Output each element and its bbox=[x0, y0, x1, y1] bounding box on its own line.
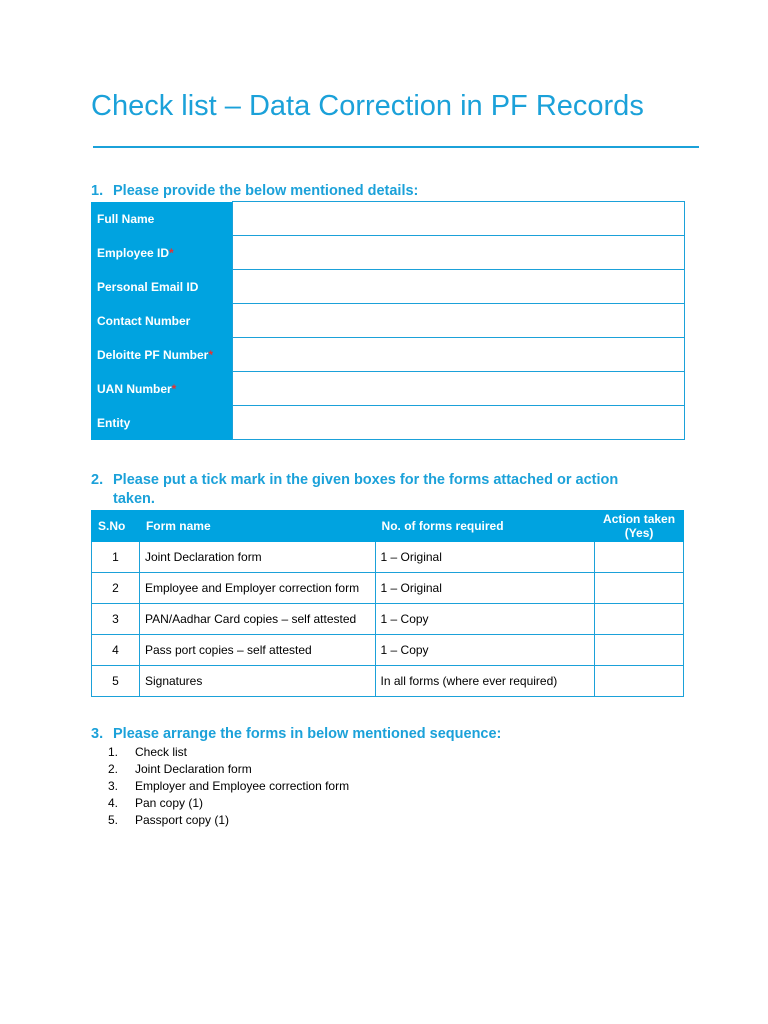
section1-heading bbox=[91, 182, 418, 201]
field-label-text: Contact Number bbox=[97, 313, 191, 328]
field-label bbox=[91, 338, 232, 372]
row-form-name: Employee and Employer correction form bbox=[139, 573, 375, 604]
list-item-text: Passport copy (1) bbox=[135, 813, 230, 827]
forms-table-header bbox=[92, 511, 684, 542]
section2-heading-line2: taken. bbox=[113, 491, 155, 507]
list-item-number: 4. bbox=[108, 796, 119, 810]
row-forms-required: 1 – Copy bbox=[375, 635, 595, 666]
sequence-list bbox=[108, 744, 349, 829]
details-row bbox=[91, 304, 685, 338]
field-value-cell[interactable] bbox=[232, 372, 685, 406]
field-label bbox=[91, 406, 232, 440]
table-row bbox=[92, 604, 684, 635]
list-item bbox=[108, 795, 349, 812]
details-row bbox=[91, 270, 685, 304]
list-item bbox=[108, 778, 349, 795]
row-action-taken[interactable] bbox=[595, 542, 684, 573]
required-asterisk: * bbox=[171, 381, 177, 396]
details-row bbox=[91, 372, 685, 406]
field-value-cell[interactable] bbox=[232, 270, 685, 304]
row-action-taken[interactable] bbox=[595, 666, 684, 697]
field-label-text: Full Name bbox=[97, 211, 155, 226]
row-sno: 1 bbox=[92, 542, 140, 573]
required-asterisk: * bbox=[208, 347, 214, 362]
list-item-number: 2. bbox=[108, 762, 119, 776]
section1-number: 1. bbox=[91, 183, 104, 199]
row-sno: 2 bbox=[92, 573, 140, 604]
row-form-name: Signatures bbox=[139, 666, 375, 697]
details-row bbox=[91, 406, 685, 440]
row-forms-required: 1 – Original bbox=[375, 542, 595, 573]
section2-number: 2. bbox=[91, 472, 104, 488]
table-row bbox=[92, 573, 684, 604]
row-sno: 4 bbox=[92, 635, 140, 666]
section3-heading-text: Please arrange the forms in below mentioned sequence: bbox=[113, 726, 502, 742]
table-row bbox=[92, 666, 684, 697]
field-label bbox=[91, 236, 232, 270]
list-item bbox=[108, 761, 349, 778]
field-label bbox=[91, 304, 232, 338]
forms-table bbox=[91, 510, 684, 697]
field-value-cell[interactable] bbox=[232, 236, 685, 270]
list-item-text: Pan copy (1) bbox=[135, 796, 204, 810]
col-header-form-name: Form name bbox=[139, 511, 375, 542]
row-form-name: Joint Declaration form bbox=[139, 542, 375, 573]
section1-heading-text: Please provide the below mentioned details: bbox=[113, 183, 419, 199]
required-asterisk: * bbox=[169, 245, 174, 260]
details-table bbox=[91, 201, 685, 440]
details-row bbox=[91, 236, 685, 270]
row-action-taken[interactable] bbox=[595, 573, 684, 604]
title-divider bbox=[93, 146, 699, 148]
field-label-text: Deloitte PF Number bbox=[97, 347, 209, 362]
list-item-number: 5. bbox=[108, 813, 119, 827]
col-header-forms-required: No. of forms required bbox=[375, 511, 595, 542]
field-value-cell[interactable] bbox=[232, 202, 685, 236]
field-value-cell[interactable] bbox=[232, 338, 685, 372]
section3-heading bbox=[91, 725, 501, 744]
row-action-taken[interactable] bbox=[595, 604, 684, 635]
row-forms-required: 1 – Copy bbox=[375, 604, 595, 635]
row-forms-required: In all forms (where ever required) bbox=[375, 666, 595, 697]
section2-heading-line1: Please put a tick mark in the given boxes for the forms attached or action bbox=[113, 472, 619, 488]
col-header-action-taken: Action taken (Yes) bbox=[595, 511, 684, 542]
col-header-sno: S.No bbox=[92, 511, 140, 542]
field-value-cell[interactable] bbox=[232, 406, 685, 440]
details-row bbox=[91, 338, 685, 372]
field-label bbox=[91, 372, 232, 406]
page-title: Check list – Data Correction in PF Records bbox=[91, 90, 644, 122]
table-row bbox=[92, 542, 684, 573]
field-label-text: Entity bbox=[97, 415, 131, 430]
field-label-text: Personal Email ID bbox=[97, 279, 199, 294]
details-row bbox=[91, 202, 685, 236]
row-action-taken[interactable] bbox=[595, 635, 684, 666]
field-label bbox=[91, 270, 232, 304]
field-label-text: Employee ID bbox=[97, 245, 170, 260]
table-row bbox=[92, 635, 684, 666]
row-sno: 3 bbox=[92, 604, 140, 635]
list-item-number: 3. bbox=[108, 779, 119, 793]
list-item-number: 1. bbox=[108, 745, 119, 759]
row-forms-required: 1 – Original bbox=[375, 573, 595, 604]
row-sno: 5 bbox=[92, 666, 140, 697]
section3-number: 3. bbox=[91, 726, 104, 742]
list-item bbox=[108, 812, 349, 829]
list-item-text: Check list bbox=[135, 745, 188, 759]
list-item-text: Joint Declaration form bbox=[135, 762, 252, 776]
section2-heading bbox=[91, 471, 618, 509]
list-item bbox=[108, 744, 349, 761]
row-form-name: PAN/Aadhar Card copies – self attested bbox=[139, 604, 375, 635]
list-item-text: Employer and Employee correction form bbox=[135, 779, 350, 793]
field-label-text: UAN Number bbox=[97, 381, 172, 396]
row-form-name: Pass port copies – self attested bbox=[139, 635, 375, 666]
field-label bbox=[91, 202, 232, 236]
field-value-cell[interactable] bbox=[232, 304, 685, 338]
